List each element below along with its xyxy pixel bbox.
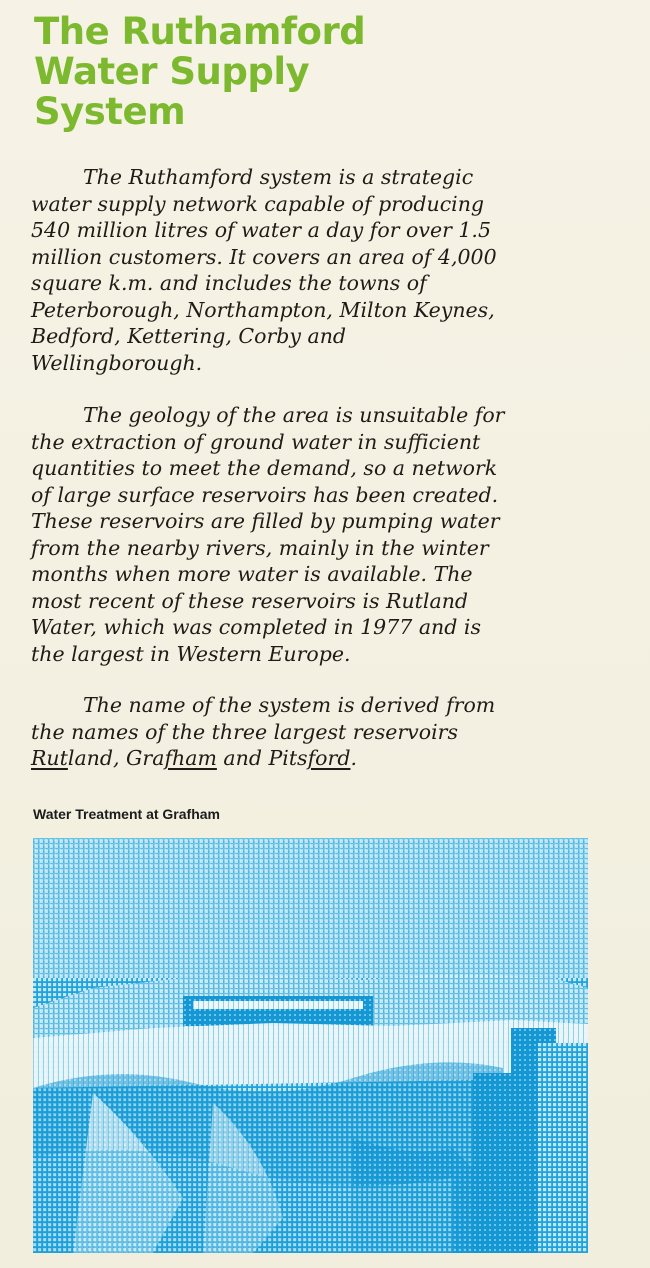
pitsford-prefix: and Pits xyxy=(216,746,308,770)
paragraph-intro xyxy=(31,164,591,376)
paragraph-line: Water, which was completed in 1977 and is xyxy=(31,615,481,639)
paragraph-line: These reservoirs are filled by pumping water xyxy=(31,509,500,533)
rutland-underlined-part: Rut xyxy=(31,746,68,770)
paragraph-line: million customers. It covers an area of 4,000 xyxy=(31,244,497,269)
pitsford-underlined-part: ford xyxy=(307,746,351,770)
paragraph-line: the names of the three largest reservoirs xyxy=(31,719,458,744)
paragraph-line: the largest in Western Europe. xyxy=(31,641,351,666)
paragraph-line-reservoirs xyxy=(31,745,591,772)
grafham-prefix: , Gra xyxy=(113,746,165,770)
paragraph-line: water supply network capable of producing xyxy=(31,191,485,216)
paragraph-line: The geology of the area is unsuitable for xyxy=(83,403,505,427)
paragraph-line: the extraction of ground water in sufficient xyxy=(31,429,481,454)
paragraph-name-origin xyxy=(31,692,591,772)
paragraph-line: of large surface reservoirs has been created. xyxy=(31,482,499,507)
halftone-photo-image xyxy=(33,838,588,1253)
paragraph-line: from the nearby rivers, mainly in the winter xyxy=(31,535,489,560)
water-treatment-photo xyxy=(33,838,588,1253)
paragraph-line: Peterborough, Northampton, Milton Keynes, xyxy=(31,297,495,322)
grafham-underlined-part: fham xyxy=(164,746,217,770)
page-title xyxy=(34,12,634,132)
title-line-3: System xyxy=(34,90,186,133)
photo-caption: Water Treatment at Grafham xyxy=(33,806,220,822)
paragraph-line: most recent of these reservoirs is Rutland xyxy=(31,588,469,613)
paragraph-line: square k.m. and includes the towns of xyxy=(31,271,427,295)
paragraph-line: Bedford, Kettering, Corby and xyxy=(31,324,347,348)
sentence-period: . xyxy=(350,746,357,770)
paragraph-line: The Ruthamford system is a strategic xyxy=(83,165,474,189)
title-line-1: The Ruthamford xyxy=(34,10,366,53)
rutland-rest: land xyxy=(67,746,113,770)
paragraph-line: quantities to meet the demand, so a network xyxy=(31,456,498,480)
paragraph-line: months when more water is available. The xyxy=(31,562,473,586)
title-line-2: Water Supply xyxy=(34,50,310,93)
paragraph-line: Wellingborough. xyxy=(31,350,203,375)
paragraph-line: 540 million litres of water a day for over 1.5 xyxy=(31,218,491,242)
paragraph-geology xyxy=(31,402,591,667)
paragraph-line: The name of the system is derived from xyxy=(83,693,496,717)
